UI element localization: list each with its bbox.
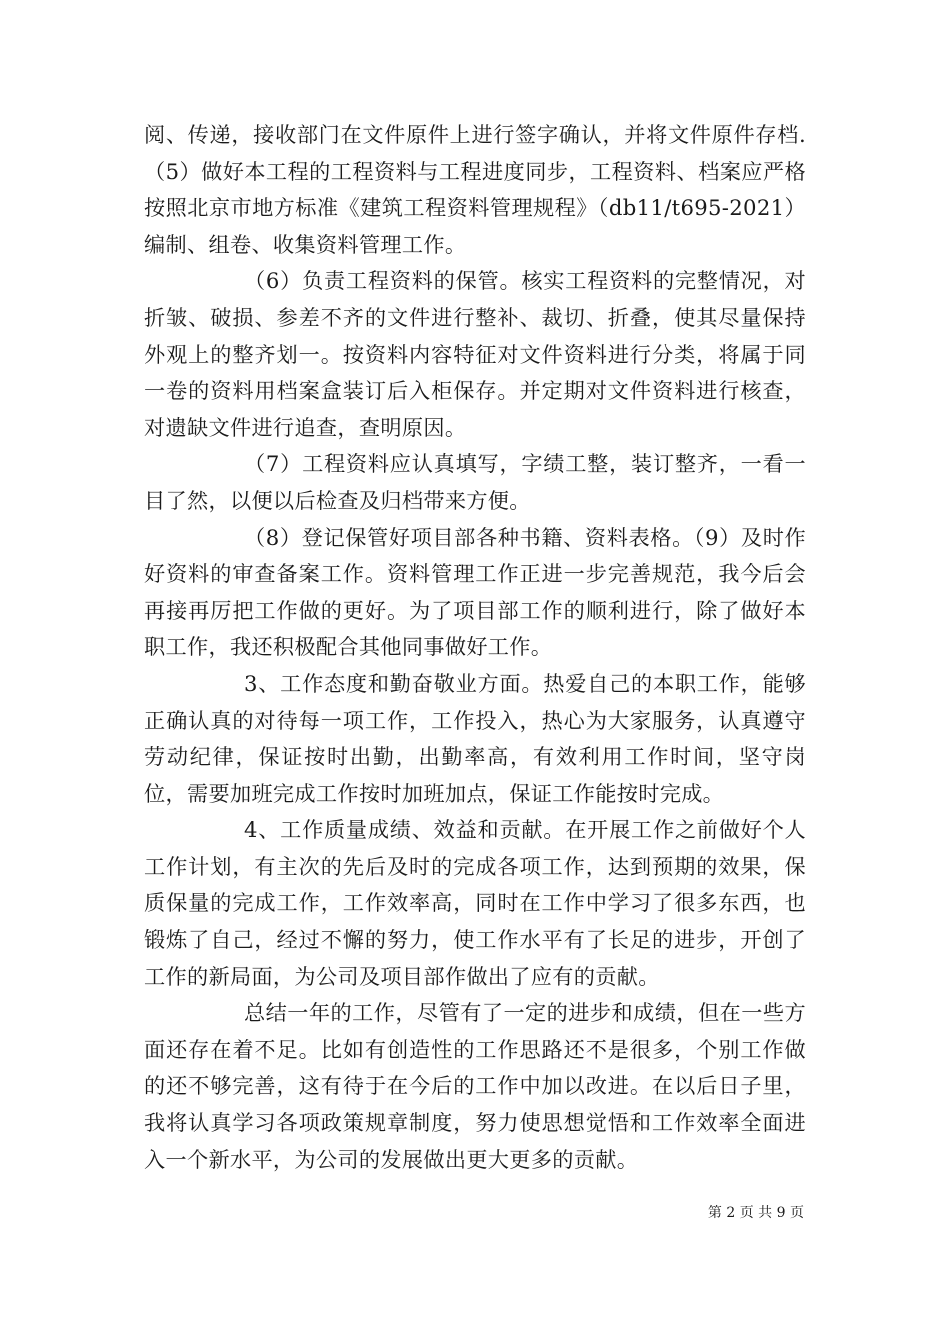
paragraph-4: （8）登记保管好项目部各种书籍、资料表格。（9）及时作好资料的审查备案工作。资料管理工作正进一步完善规范，我今后会再接再厉把工作做的更好。为了项目部工作的顺利进行，除了做好本职工作，我还积极配合其他同事做好工作。 — [144, 524, 806, 660]
page-number-footer: 第 2 页 共 9 页 — [707, 1205, 804, 1221]
paragraph-3: （7）工程资料应认真填写，字绩工整，装订整齐，一看一目了然，以便以后检查及归档带来方便。 — [144, 451, 806, 513]
paragraph-1: 阅、传递，接收部门在文件原件上进行签字确认，并将文件原件存档.（5）做好本工程的工程资料与工程进度同步，工程资料、档案应严格按照北京市地方标准《建筑工程资料管理规程》（db11/t695-2021）编制、组卷、收集资料管理工作。 — [144, 122, 806, 257]
paragraph-5: 3、工作态度和勤奋敬业方面。热爱自己的本职工作，能够正确认真的对待每一项工作，工作投入，热心为大家服务，认真遵守劳动纪律，保证按时出勤，出勤率高，有效利用工作时间，坚守岗位，需要加班完成工作按时加班加点，保证工作能按时完成。 — [144, 670, 806, 806]
document-body — [144, 117, 806, 1178]
paragraph-7: 总结一年的工作，尽管有了一定的进步和成绩，但在一些方面还存在着不足。比如有创造性的工作思路还不是很多，个别工作做的还不够完善，这有待于在今后的工作中加以改进。在以后日子里，我将认真学习各项政策规章制度，努力使思想觉悟和工作效率全面进入一个新水平，为公司的发展做出更大更多的贡献。 — [144, 1000, 806, 1172]
paragraph-6: 4、工作质量成绩、效益和贡献。在开展工作之前做好个人工作计划，有主次的先后及时的完成各项工作，达到预期的效果，保质保量的完成工作，工作效率高，同时在工作中学习了很多东西，也锻炼了自己，经过不懈的努力，使工作水平有了长足的进步，开创了工作的新局面，为公司及项目部作做出了应有的贡献。 — [144, 817, 806, 989]
paragraph-2: （6）负责工程资料的保管。核实工程资料的完整情况，对折皱、破损、参差不齐的文件进行整补、裁切、折叠，使其尽量保持外观上的整齐划一。按资料内容特征对文件资料进行分类，将属于同一卷的资料用档案盒装订后入柜保存。并定期对文件资料进行核查，对遗缺文件进行追查，查明原因。 — [144, 268, 806, 440]
